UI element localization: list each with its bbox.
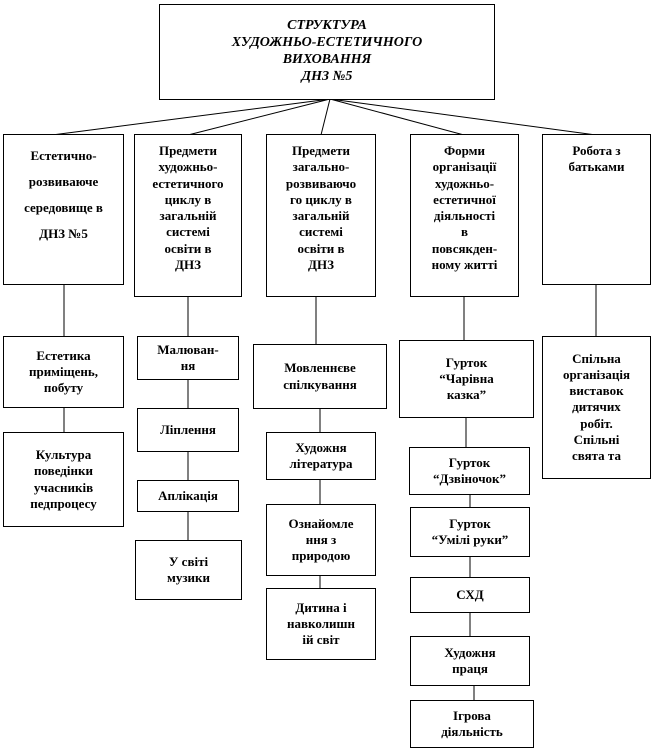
item-box: [3, 336, 124, 408]
item-label: Ліплення: [160, 421, 216, 437]
category-box-art-subjects: [134, 134, 242, 297]
item-label: Аплікація: [158, 487, 218, 503]
item-box: [266, 588, 376, 660]
item-label: Мовленнєве спілкування: [283, 360, 357, 392]
item-label: Естетика приміщень, побуту: [28, 347, 99, 396]
item-box: [410, 700, 534, 748]
item-label: Художня література: [289, 439, 353, 471]
item-label: Дитина і навколишн ій світ: [287, 599, 355, 648]
item-label: Ігрова діяльність: [441, 707, 503, 739]
category-label: Предмети художньо- естетичного циклу в загальній системі освіти в ДНЗ: [152, 143, 224, 272]
item-box: [542, 336, 651, 479]
item-label: Гурток “Дзвіночок”: [432, 454, 507, 486]
category-box-general-subjects: [266, 134, 376, 297]
category-label: Естетично- розвиваюче середовище в ДНЗ №5: [24, 148, 103, 241]
item-box: [410, 636, 530, 686]
connector-title-col4: [330, 99, 464, 135]
category-label: Форми організації художньо- естетичної діяльності в повсякден- ному житті: [431, 143, 498, 272]
connector-title-col2: [188, 99, 330, 135]
item-label: Культура поведінки учасників педпроцесу: [30, 447, 97, 511]
item-label: Гурток “Чарівна казка”: [439, 354, 494, 403]
item-box: [137, 336, 239, 380]
diagram-title: СТРУКТУРА ХУДОЖНЬО-ЕСТЕТИЧНОГО ВИХОВАННЯ ДНЗ №5: [231, 18, 423, 84]
item-box: [410, 507, 530, 557]
item-box: [135, 540, 242, 600]
item-box: [410, 577, 530, 613]
category-box-aesthetic-environment: [3, 134, 124, 285]
item-box: [399, 340, 534, 418]
item-label: Гурток “Умілі руки”: [431, 515, 509, 547]
connector-title-col1: [52, 99, 330, 135]
connector-title-col5: [330, 99, 596, 135]
item-box: [266, 504, 376, 576]
category-box-parents-work: [542, 134, 651, 285]
item-label: СХД: [456, 586, 484, 602]
item-box: [137, 408, 239, 452]
item-box: [137, 480, 239, 512]
category-label: Предмети загально- розвиваючо го циклу в загальній системі освіти в ДНЗ: [285, 143, 357, 272]
connector-title-col3: [321, 99, 330, 135]
diagram-title-box: [159, 4, 495, 100]
item-box: [3, 432, 124, 527]
item-label: У світі музики: [166, 553, 211, 585]
item-box: [253, 344, 387, 409]
category-label: Робота з батьками: [568, 143, 625, 175]
item-box: [409, 447, 530, 495]
item-label: Спільна організація виставок дитячих робіт. Спільні свята та: [562, 350, 631, 464]
item-label: Ознайомле ння з природою: [288, 515, 354, 564]
item-label: Художня праця: [444, 644, 496, 676]
item-label: Малюван- ня: [157, 341, 219, 373]
item-box: [266, 432, 376, 480]
category-box-activity-forms: [410, 134, 519, 297]
